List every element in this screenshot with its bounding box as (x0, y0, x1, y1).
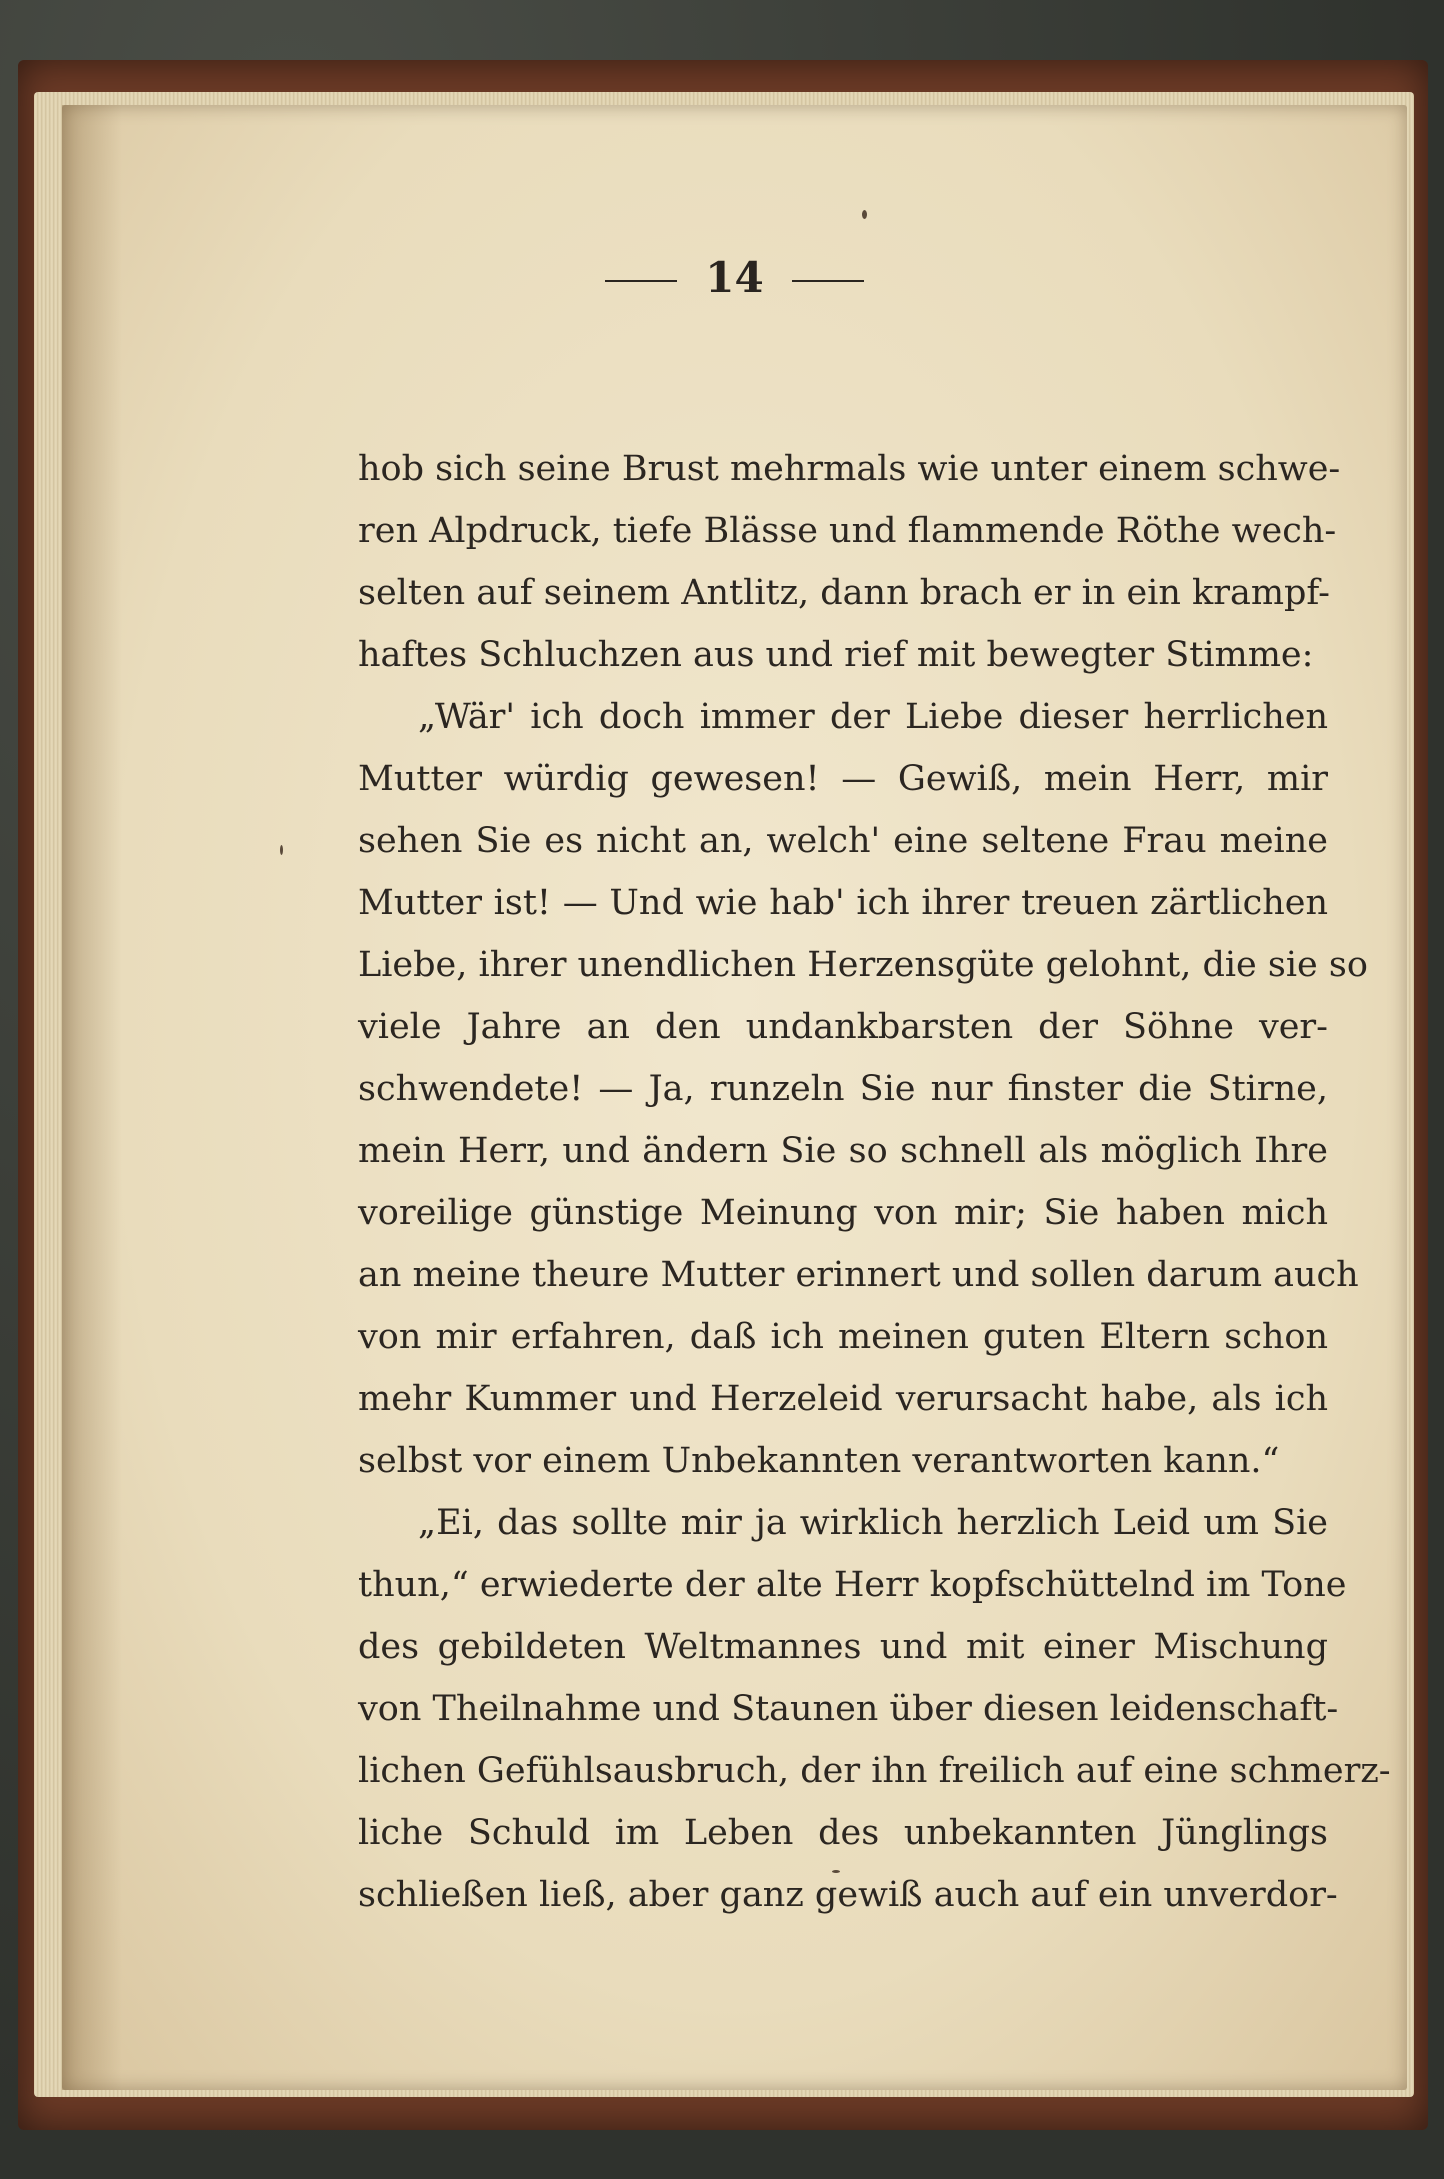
text-line: hob sich seine Brust mehrmals wie unter einem schwe- (358, 449, 1341, 489)
text-line: mein Herr, und ändern Sie so schnell als möglich Ihre (358, 1131, 1328, 1171)
text-line: von mir erfahren, daß ich meinen guten Eltern schon (358, 1317, 1328, 1357)
paper-speck (280, 845, 283, 855)
text-line: viele Jahre an den undankbarsten der Söhne ver- (358, 1007, 1328, 1047)
text-line: lichen Gefühlsausbruch, der ihn freilich auf eine schmerz- (358, 1751, 1391, 1791)
text-line: Liebe, ihrer unendlichen Herzensgüte gelohnt, die sie so (358, 945, 1368, 985)
text-line: voreilige günstige Meinung von mir; Sie haben mich (358, 1193, 1328, 1233)
text-line: selten auf seinem Antlitz, dann brach er in ein krampf- (358, 573, 1330, 613)
header-rule-right (792, 280, 864, 282)
text-line: des gebildeten Weltmannes und mit einer Mischung (358, 1627, 1328, 1667)
text-line: Mutter ist! — Und wie hab' ich ihrer treuen zärtlichen (358, 883, 1328, 923)
text-line: schließen ließ, aber ganz gewiß auch auf ein unverdor- (358, 1875, 1338, 1915)
text-line: „Wär' ich doch immer der Liebe dieser herrlichen (418, 697, 1328, 737)
text-line: mehr Kummer und Herzeleid verursacht habe, als ich (358, 1379, 1328, 1419)
text-line: haftes Schluchzen aus und rief mit bewegter Stimme: (358, 635, 1314, 675)
text-line: selbst vor einem Unbekannten verantworten kann.“ (358, 1441, 1280, 1481)
page-header (62, 253, 1407, 302)
paper-speck (862, 210, 867, 219)
text-line: sehen Sie es nicht an, welch' eine seltene Frau meine (358, 821, 1328, 861)
page-number: 14 (705, 253, 764, 302)
header-rule-left (605, 280, 677, 282)
text-line: „Ei, das sollte mir ja wirklich herzlich Leid um Sie (418, 1503, 1328, 1543)
text-line: liche Schuld im Leben des unbekannten Jünglings (358, 1813, 1328, 1853)
paper-speck (832, 1870, 840, 1873)
text-line: von Theilnahme und Staunen über diesen leidenschaft- (358, 1689, 1339, 1729)
body-text (358, 438, 1391, 1926)
book-page (62, 105, 1407, 2090)
text-line: thun,“ erwiederte der alte Herr kopfschüttelnd im Tone (358, 1565, 1347, 1605)
text-line: ren Alpdruck, tiefe Blässe und flammende Röthe wech- (358, 511, 1337, 551)
spine-shadow (62, 105, 122, 2090)
text-line: schwendete! — Ja, runzeln Sie nur finster die Stirne, (358, 1069, 1328, 1109)
text-line: Mutter würdig gewesen! — Gewiß, mein Herr, mir (358, 759, 1328, 799)
text-line: an meine theure Mutter erinnert und sollen darum auch (358, 1255, 1359, 1295)
